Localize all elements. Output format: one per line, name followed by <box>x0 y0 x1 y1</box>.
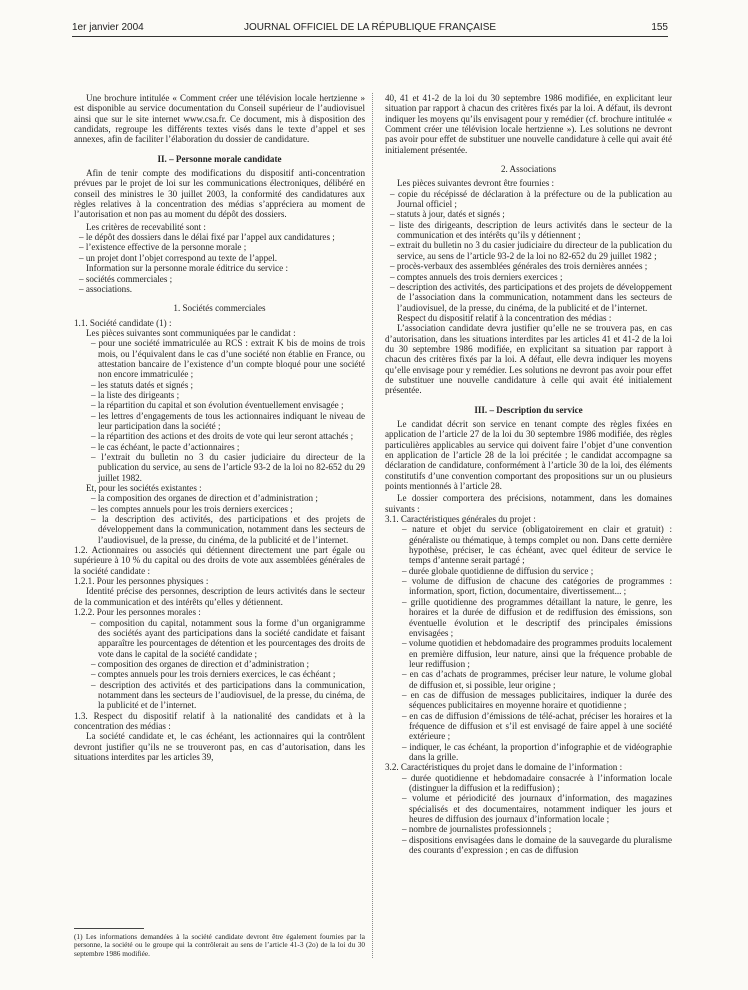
list-item: – durée quotidienne et hebdomadaire consacrée à l’information locale (distinguer la diffusion et la rediffusion) ; <box>402 772 672 793</box>
paragraph: L’association candidate devra justifier qu’elle ne se trouvera pas, en cas d’autorisation, dans les situations interdites par les articles 41 et 41-2 de la loi du 30 septembre 1986 modifiée, en explicitant sa situation par rapport à chacun des critères fixés par la loi. A défaut, elle devra indiquer les moyens qu’elle envisage pour y remédier. Les solutions ne devront pas avoir pour effet de substituer une nouvelle candidature à celle qui avait été initialement présentée. <box>385 323 672 396</box>
header-date: 1er janvier 2004 <box>72 22 144 33</box>
list-item: – les comptes annuels pour les trois derniers exercices ; <box>91 503 293 514</box>
list-item: – en cas de diffusion de messages publicitaires, indiquer la durée des séquences publicitaires en moyenne horaire et quotidienne ; <box>402 689 672 711</box>
list-item: – volume de diffusion de chacune des catégories de programmes : information, sport, fiction, documentaire, divertissement... ; <box>402 576 672 597</box>
paragraph: Identité précise des personnes, description de leurs activités dans le secteur de la communication et des intérêts qu’elles y détiennent. <box>74 586 365 607</box>
paragraph: Les pièces suivantes devront être fournies : <box>397 178 555 189</box>
paragraph: Respect du dispositif relatif à la concentration des médias : <box>397 312 612 323</box>
list-item: – indiquer, le cas échéant, la proportion d’infographie et de vidéographie dans la grille. <box>402 741 672 762</box>
heading-personne-morale: II. – Personne morale candidate <box>157 153 282 164</box>
section-title: 1.1. Société candidate (1) : <box>74 317 172 328</box>
right-column <box>385 93 672 855</box>
list-item: – dispositions envisagées dans le domaine de la sauvegarde du pluralisme des courants d’expression ; en cas de diffusion <box>402 834 672 856</box>
footnote-rule <box>74 928 144 929</box>
list-item: – copie du récépissé de déclaration à la préfecture ou de la publication au Journal officiel ; <box>390 188 672 210</box>
list-item: – les lettres d’engagements de tous les actionnaires indiquant le niveau de leur participation dans la société ; <box>91 410 365 431</box>
list-item: – sociétés commerciales ; <box>79 273 173 284</box>
intro-paragraph: Une brochure intitulée « Comment créer une télévision locale hertzienne » est disponible au service documentation du Conseil supérieur de l’audiovisuel ainsi que sur le site internet www.csa.fr. Ce document, mis à disposition des candidats, regroupe les différents textes visés dans le texte d’appel et ses annexes, afin de faciliter l’élaboration du dossier de candidature. <box>74 93 365 145</box>
list-item: – l’existence effective de la personne morale ; <box>79 242 247 253</box>
list-item: – le dépôt des dossiers dans le délai fixé par l’appel aux candidatures ; <box>79 232 335 243</box>
paragraph: Information sur la personne morale éditrice du service : <box>86 263 289 274</box>
list-item: – durée globale quotidienne de diffusion du service ; <box>402 565 594 576</box>
paragraph: Les pièces suivantes sont communiquées par le candidat : <box>86 327 296 338</box>
list-item: – le cas échéant, le pacte d’actionnaires ; <box>91 441 240 452</box>
list-item: – composition des organes de direction et d’administration ; <box>91 658 310 669</box>
list-item: – description des activités, des participations et des projets de développement de l’association dans la communication, notamment dans les secteurs de l’audiovisuel, de la presse, du cinéma, de la publicité et de l’internet. <box>390 281 672 313</box>
header-rule <box>72 36 668 37</box>
left-column <box>74 93 365 762</box>
page-header <box>72 22 668 36</box>
heading-associations: 2. Associations <box>500 164 557 175</box>
list-item: – la composition des organes de direction et d’administration ; <box>91 493 318 504</box>
page-number: 155 <box>651 22 668 33</box>
paragraph: Le dossier comportera des précisions, notamment, dans les domaines suivants : <box>385 493 672 514</box>
list-item: – volume et périodicité des journaux d’information, des magazines spécialisés et des documentaires, notamment indiquer les jours et heures de diffusion des journaux d’information locale ; <box>402 793 672 825</box>
journal-title: JOURNAL OFFICIEL DE LA RÉPUBLIQUE FRANÇAISE <box>243 22 497 33</box>
section-title: 1.2.2. Pour les personnes morales : <box>74 607 201 618</box>
list-item: – nature et objet du service (obligatoirement en clair et gratuit) : généraliste ou thématique, à temps complet ou non. Dans cette dernière hypothèse, préciser, le cas échéant, avec quel éditeur de service le temps d’antenne serait partagé ; <box>402 524 672 566</box>
heading-description-service: III. – Description du service <box>474 404 583 415</box>
heading-societes: 1. Sociétés commerciales <box>173 303 266 314</box>
list-item: – associations. <box>79 283 133 294</box>
list-item: – liste des dirigeants, description de leurs activités dans le secteur de la communication et des intérêts qu’ils y détiennent ; <box>390 219 672 241</box>
list-item: – la répartition des actions et des droits de vote qui leur seront attachés ; <box>91 431 354 442</box>
list-item: – l’extrait du bulletin no 3 du casier judiciaire du directeur de la publication du service, au sens de l’article 93-2 de la loi no 82-652 du 29 juillet 1982. <box>91 452 365 483</box>
paragraph: Afin de tenir compte des modifications du dispositif anti-concentration prévues par le projet de loi sur les communications électroniques, délibéré en conseil des ministres le 30 juillet 2003, la conformité des candidatures aux règles relatives à la concentration des médias s’appréciera au moment de l’autorisation et non pas au moment du dépôt des dossiers. <box>74 168 365 220</box>
list-item: – description des activités et des participations dans la communication, notamment dans les secteurs de l’audiovisuel, de la presse, du cinéma, de la publicité et de l’internet. <box>91 679 365 711</box>
paragraph: La société candidate et, le cas échéant, les actionnaires qui la contrôlent devront justifier qu’ils ne se trouveront pas, en cas d’autorisation, dans les situations interdites par les articles 39, <box>74 731 365 762</box>
list-item: – en cas d’achats de programmes, préciser leur nature, le volume global de diffusion et, si possible, leur origine ; <box>402 669 672 690</box>
section-title: 1.3. Respect du dispositif relatif à la nationalité des candidats et à la concentration des médias : <box>74 710 365 731</box>
paragraph: Les critères de recevabilité sont : <box>86 221 206 232</box>
list-item: – un projet dont l’objet correspond au texte de l’appel. <box>79 252 277 263</box>
list-item: – composition du capital, notamment sous la forme d’un organigramme des sociétés ayant des participations dans la société candidate et faisant apparaître les pourcentages de détention et les pourcentages des droits de vote dans le capital de la société candidate ; <box>91 617 365 659</box>
section-title: 3.2. Caractéristiques du projet dans le domaine de l’information : <box>385 762 623 773</box>
list-item: – extrait du bulletin no 3 du casier judiciaire du directeur de la publication du service, au sens de l’article 93-2 de la loi no 82-652 du 29 juillet 1982 ; <box>390 240 672 261</box>
list-item: – la description des activités, des participations et des projets de développement dans la communication, notamment dans les secteurs de l’audiovisuel, de la presse, du cinéma, de la publicité et de l’internet. <box>91 514 365 545</box>
list-item: – comptes annuels des trois derniers exercices ; <box>390 271 563 282</box>
list-item: – nombre de journalistes professionnels ; <box>402 824 552 835</box>
list-item: – grille quotidienne des programmes détaillant la nature, le genre, les horaires et la durée de diffusion et de rediffusion des émissions, son éventuelle évolution et le descriptif des principales émissions envisagées ; <box>402 596 672 638</box>
list-item: – pour une société immatriculée au RCS : extrait K bis de moins de trois mois, ou l’équivalent dans le cas d’une société non établie en France, ou attestation bancaire de l’existence d’un compte bloqué pour une société non encore immatriculée ; <box>91 338 365 380</box>
list-item: – volume quotidien et hebdomadaire des programmes produits localement en première diffusion, leur nature, ainsi que la fréquence probable de leur rediffusion ; <box>402 638 672 669</box>
paragraph: 40, 41 et 41-2 de la loi du 30 septembre 1986 modifiée, en explicitant leur situation par rapport à chacun des critères fixés par la loi. A défaut, ils devront indiquer les moyens qu’ils envisagent pour y remédier (cf. brochure intitulée « Comment créer une télévision locale hertzienne »). Les solutions ne devront pas avoir pour effet de substituer une nouvelle candidature à celle qui avait été initialement présentée. <box>385 93 672 155</box>
list-item: – la liste des dirigeants ; <box>91 389 180 400</box>
list-item: – les statuts datés et signés ; <box>91 379 194 390</box>
list-item: – statuts à jour, datés et signés ; <box>390 209 505 220</box>
paragraph: Le candidat décrit son service en tenant compte des règles fixées en application de l’article 27 de la loi du 30 septembre 1986 modifiée, des règles particulières applicables au service qui doivent faire l’objet d’une convention en application de l’article 28 de la loi précitée ; le candidat accompagne sa déclaration de candidature, conformément à l’article 30 de la loi, des éléments constitutifs d’une convention comportant des propositions sur un ou plusieurs points mentionnés à l’article 28. <box>385 418 672 492</box>
paragraph: Et, pour les sociétés existantes : <box>86 483 202 494</box>
footnote: (1) Les informations demandées à la société candidate devront être également fournies par la personne, la société ou le groupe qui la contrôlerait au sens de l’article 41-3 (2o) de la loi du 30 septembre 1986 modifiée. <box>74 932 365 958</box>
list-item: – procès-verbaux des assemblées générales des trois dernières années ; <box>390 261 648 272</box>
list-item: – comptes annuels pour les trois derniers exercices, le cas échéant ; <box>91 669 336 680</box>
section-title: 3.1. Caractéristiques générales du projet : <box>385 514 536 525</box>
list-item: – en cas de diffusion d’émissions de télé-achat, préciser les horaires et la fréquence de diffusion et s’il est envisagé de faire appel à une société extérieure ; <box>402 710 672 742</box>
section-title: 1.2.1. Pour les personnes physiques : <box>74 576 209 587</box>
list-item: – la répartition du capital et son évolution éventuellement envisagée ; <box>91 400 344 411</box>
section-title: 1.2. Actionnaires ou associés qui détiennent directement une part égale ou supérieure à 10 % du capital ou des droits de vote aux assemblées générales de la société candidate : <box>74 545 365 576</box>
column-separator <box>372 93 373 958</box>
